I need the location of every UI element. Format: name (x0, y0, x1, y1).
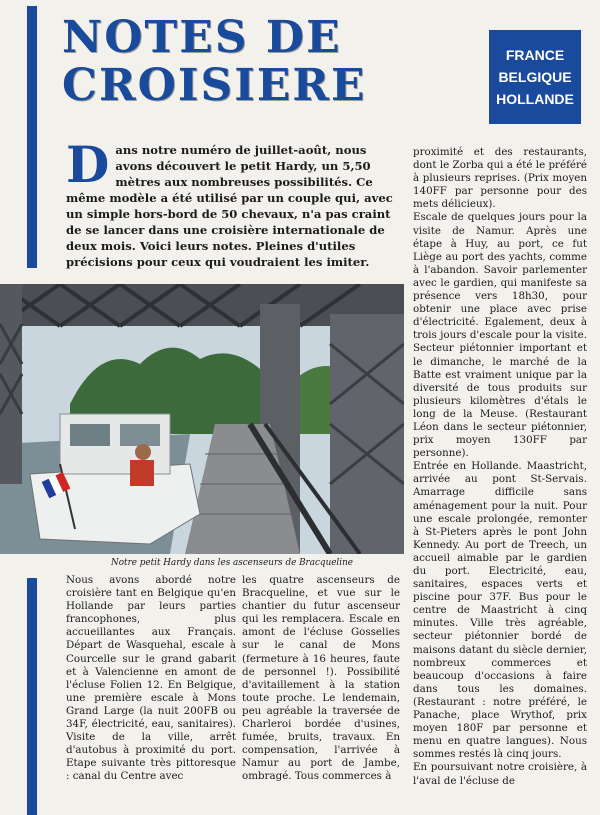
intro-paragraph (66, 135, 401, 270)
page-title (62, 14, 472, 110)
country-france: FRANCE (505, 47, 565, 63)
drop-cap: D (66, 135, 110, 194)
title-line-1: NOTES DE (62, 12, 342, 63)
country-belgique: BELGIQUE (498, 69, 572, 85)
accent-bar-top (27, 6, 37, 268)
accent-bar-bottom (27, 578, 37, 815)
country-box (489, 30, 581, 124)
article-column-2: les quatre ascenseurs de Bracqueline, et vue sur le chantier du futur ascenseur qui les remplacera. Escale en amont de l'écluse Gosselies sur le canal de Mons (fermeture à 16 heures, faute de personnel !). Possibilité d'avitaillement à la station toute proche. Le lendemain, peu agréable la traversée de Charleroi bordée d'usines, fumée, bruits, travaux. En compensation, l'arrivée à Namur au port de Jambe, ombragé. Tous commerces à (242, 574, 400, 783)
article-column-1: Nous avons abordé notre croisière tant en Belgique qu'en Hollande par leurs parties francophones, plus accueillantes aux Français. Départ de Wasquehal, escale à Courcelle sur le grand gabarit et à Valencienne en amont de l'écluse Folien 12. En Belgique, une première escale à Mons Grand Large (la nuit 200FB ou 34F, électricité, eau, sanitaires). Visite de la ville, arrêt d'autobus à proximité du port. Etape suivante très pittoresque : canal du Centre avec (66, 574, 236, 783)
article-column-3: proximité et des restaurants, dont le Zorba qui a été le préféré à plusieurs reprises. (Prix moyen 140FF par personne pour des mets délicieux). Escale de quelques jours pour la visite de Namur. Après une étape à Huy, au port, ce fut Liège au port des yachts, comme à l'abandon. Savoir parlementer avec le gardien, qui manifeste sa présence vers 18h30, pour obtenir une place avec prise d'électricité. Egalement, deux à trois jours d'escale pour la visite. Secteur piétonnier important et le dimanche, le marché de la Batte est vraiment unique par la diversité de tous produits sur plusieurs kilomètres d'étals le long de la Meuse. (Restaurant Léon dans le secteur piétonnier, prix moyen 130FF par personne). Entrée en Hollande. Maastricht, arrivée au pont St-Servais. Amarrage difficile sans aménagement pour la nuit. Pour une escale prolongée, remonter à St-Pieters après le pont John Kennedy. Au port de Treech, un accueil aimable par le gardien du port. Electricité, eau, sanitaires, espaces verts et piscine pour 37F. Bus pour le centre de Maastricht à cinq minutes. Ville très agréable, secteur piétonnier bordé de maisons datant du siècle dernier, nombreux commerces et beaucoup d'occasions à faire dans tous les domaines. (Restaurant : notre préféré, le Panache, place Wrythof, prix moyen 180F par personne et menu en quatre langues). Nous sommes restés là cinq jours. En poursuivant notre croisière, à l'aval de l'écluse de (413, 146, 587, 787)
intro-text: ans notre numéro de juillet-août, nous avons découvert le petit Hardy, un 5,50 mètres aux nombreuses possibilités. Ce même modèle a été utilisé par un couple qui, avec un simple hors-bord de 50 chevaux, n'a pas craint de se lancer dans une croisière internationale de deux mois. Voici leurs notes. Pleines d'utiles précisions pour ceux qui voudraient les imiter. (66, 143, 393, 269)
title-line-2: CROISIERE (62, 60, 367, 111)
boat-lift-photo (0, 284, 404, 554)
photo-caption: Notre petit Hardy dans les ascenseurs de Bracqueline (111, 558, 353, 568)
country-hollande: HOLLANDE (496, 91, 574, 107)
